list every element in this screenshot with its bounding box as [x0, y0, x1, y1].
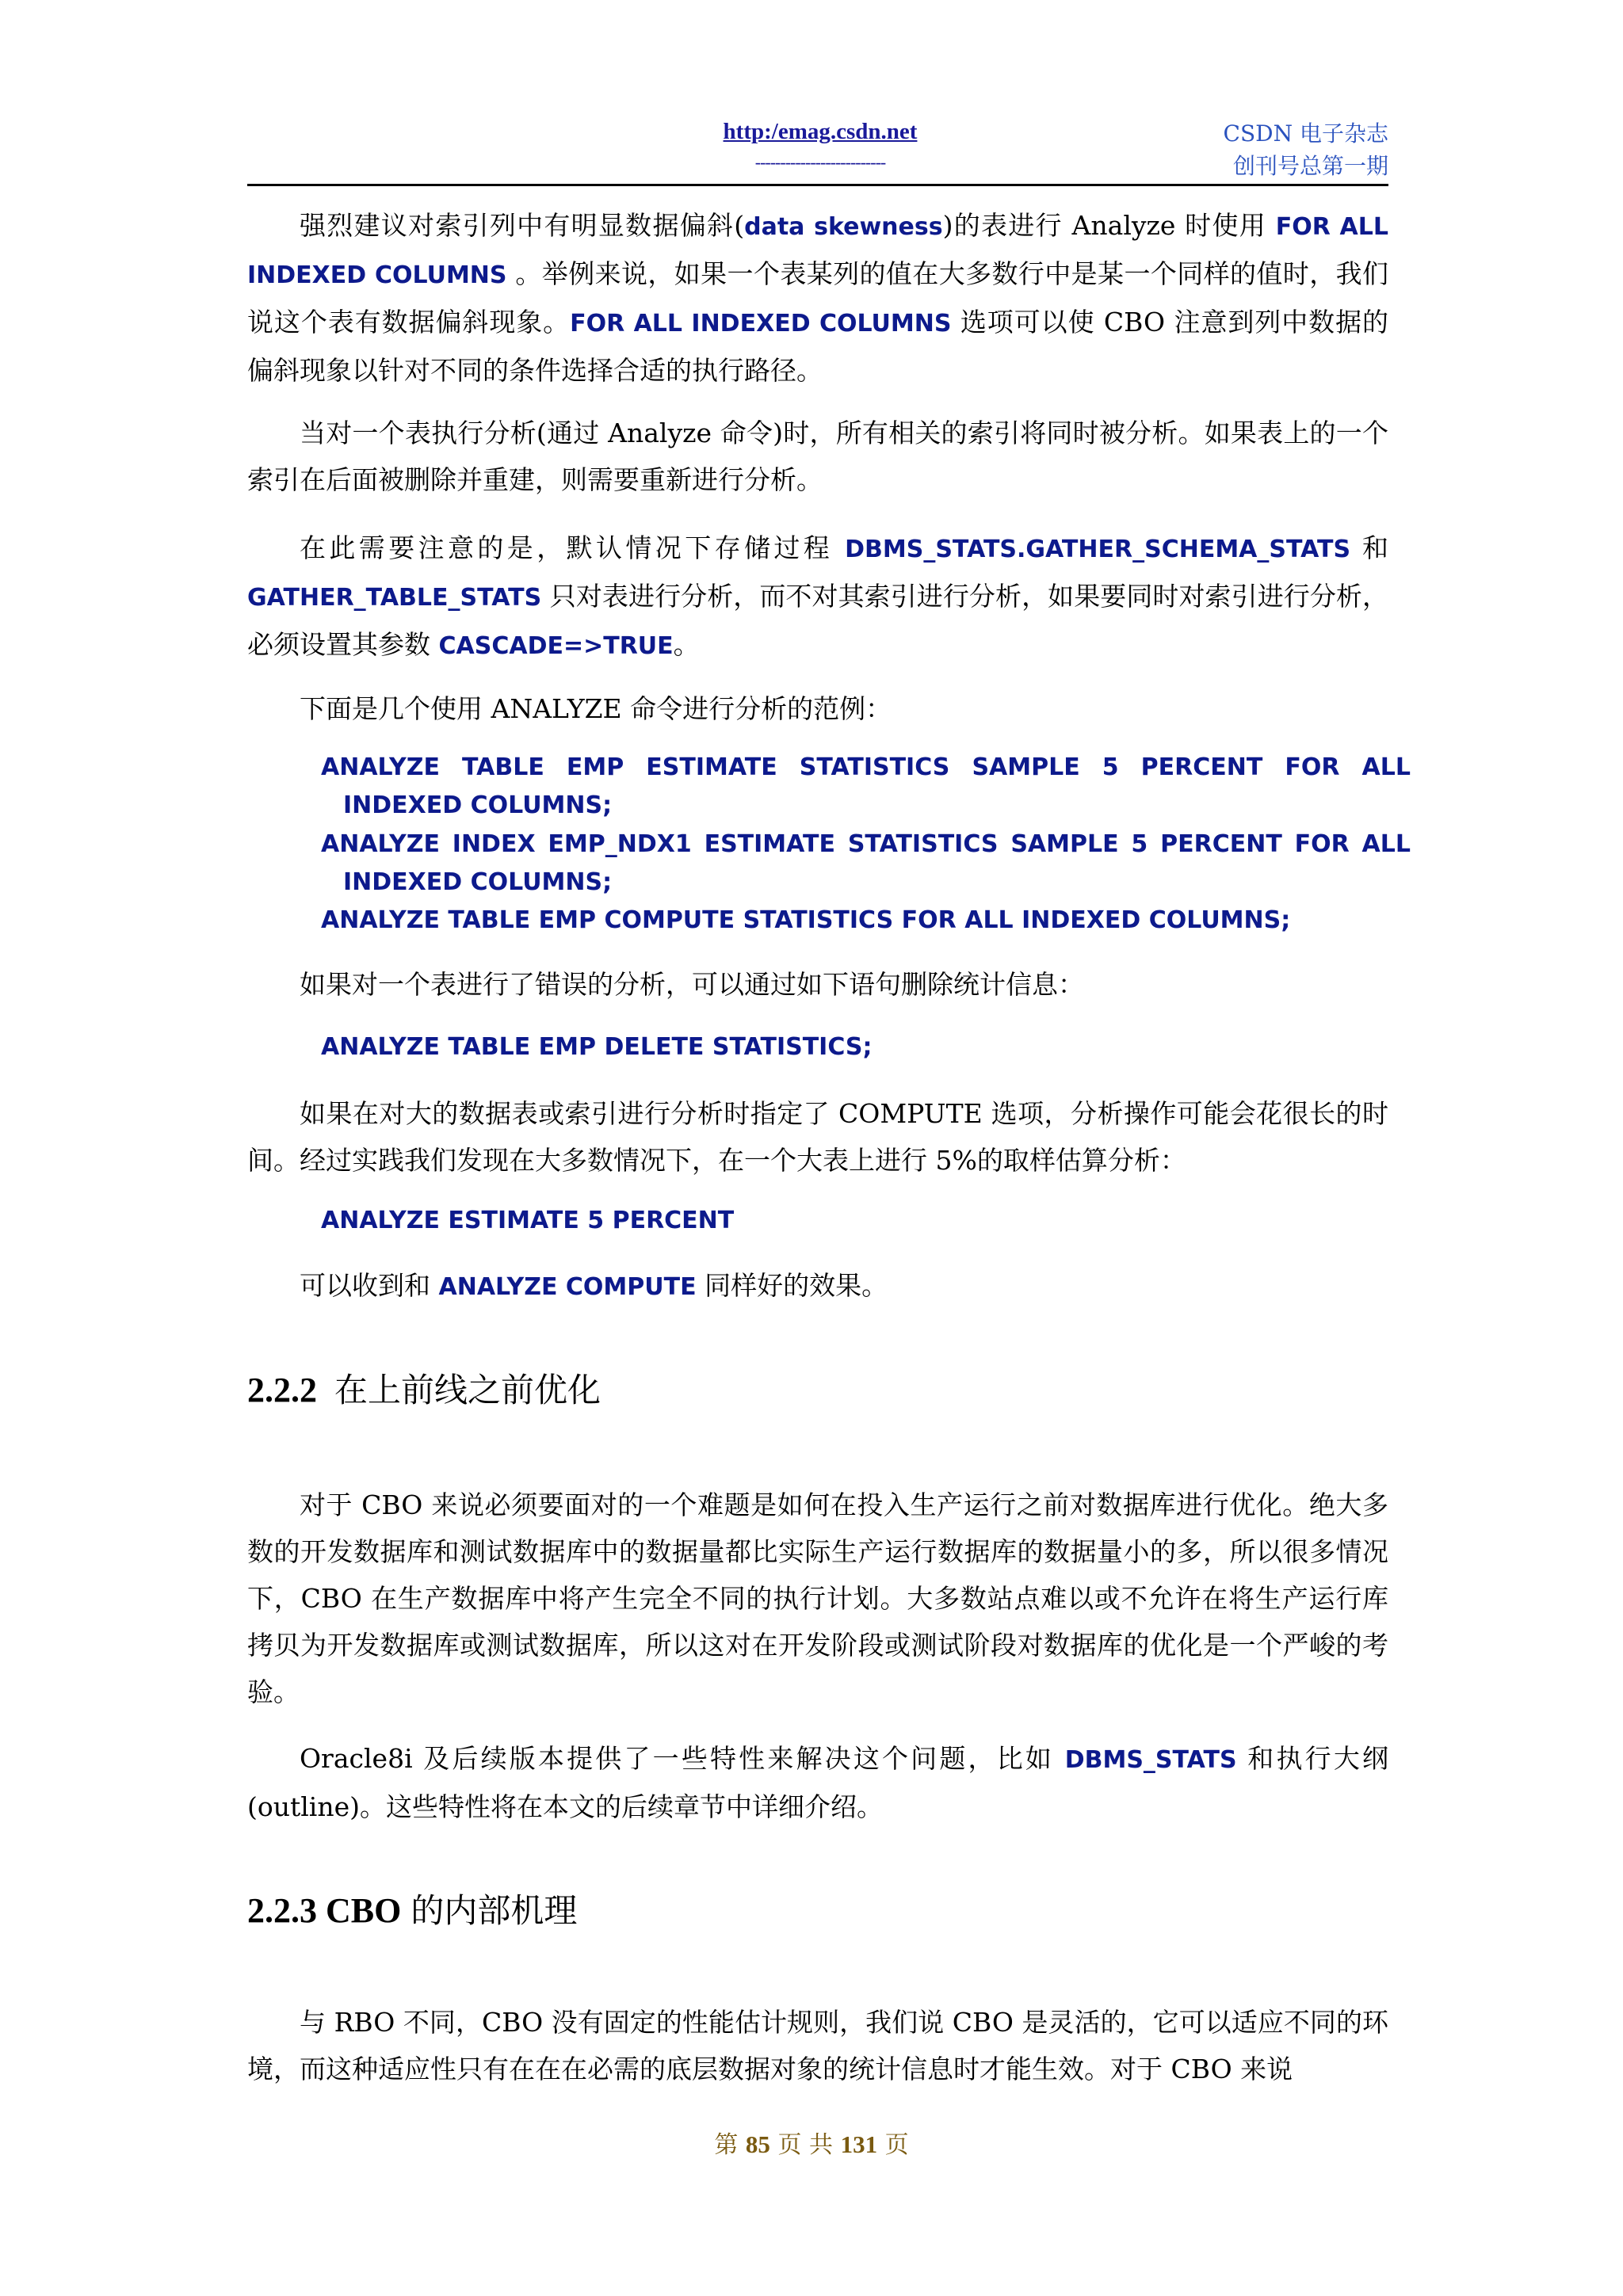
keyword: FOR ALL INDEXED COLUMNS [570, 310, 952, 338]
paragraph-oracle8i-features [247, 1735, 1388, 1830]
text-run: Oracle8i 及后续版本提供了一些特性来解决这个问题，比如 [300, 1743, 1065, 1774]
section-heading-2-2-2 [247, 1367, 601, 1414]
paragraph-delete-stats-intro: 如果对一个表进行了错误的分析，可以通过如下语句删除统计信息： [300, 969, 1084, 1000]
section-number: 2.2.3 CBO [247, 1891, 402, 1930]
paragraph-data-skewness [247, 202, 1388, 394]
paragraph-index-analyze: 当对一个表执行分析(通过 Analyze 命令)时，所有相关的索引将同时被分析。如果表上的一个索引在后面被删除并重建，则需要重新进行分析。 [247, 418, 1388, 495]
text-run: 。 [673, 629, 700, 660]
code-line: ANALYZE ESTIMATE 5 PERCENT [321, 1207, 735, 1234]
text-run: 只对表进行分析，而不对其索引进行分析，如果要同时对索引进行分析，必须设置其参数 [247, 581, 1388, 660]
keyword: CASCADE=>TRUE [438, 632, 674, 660]
section-title: 的内部机理 [411, 1891, 578, 1930]
keyword: GATHER_TABLE_STATS [247, 584, 542, 612]
text-run: 强烈建议对索引列中有明显数据偏斜( [300, 210, 745, 241]
code-line: ANALYZE TABLE EMP COMPUTE STATISTICS FOR ALL INDEXED COLUMNS; [321, 906, 1291, 934]
footer-text: 页 [884, 2131, 909, 2159]
code-line: ANALYZE TABLE EMP DELETE STATISTICS; [321, 1033, 873, 1061]
text-run: 可以收到和 [300, 1270, 439, 1301]
header-rule [247, 184, 1388, 186]
text-run: 同样好的效果。 [696, 1270, 888, 1301]
total-pages: 131 [840, 2130, 878, 2158]
section-number: 2.2.2 [247, 1371, 317, 1409]
text-run: 选项可以使 CBO 注意到列中数据的偏斜现象以针对不同的条件选择合适的执行路径。 [247, 307, 1388, 386]
text-run: 和执行大纲(outline)。这些特性将在本文的后续章节中详细介绍。 [247, 1743, 1388, 1822]
page-footer [0, 2125, 1623, 2160]
header-link[interactable]: http:/emag.csdn.net [723, 119, 918, 144]
paragraph-dbms-stats [247, 524, 1388, 669]
section-title: 在上前线之前优化 [334, 1371, 601, 1409]
text-run: 。举例来说，如果一个表某列的值在大多数行中是某一个同样的值时，我们说这个表有数据偏斜现象。 [247, 258, 1388, 338]
header-magazine-info [1224, 117, 1388, 182]
keyword: DBMS_STATS [1064, 1746, 1237, 1774]
header-dash-line: -------------------------- [754, 152, 886, 172]
paragraph-cbo-vs-rbo: 与 RBO 不同，CBO 没有固定的性能估计规则，我们说 CBO 是灵活的，它可以适应不同的环境，而这种适应性只有在在在必需的底层数据对象的统计信息时才能生效。对于 CBO 来说 [247, 2007, 1388, 2084]
text-run: )的表进行 Analyze 时使用 [942, 210, 1276, 241]
keyword: data skewness [744, 213, 943, 241]
footer-text: 页 共 [777, 2131, 834, 2159]
footer-text: 第 [714, 2131, 739, 2159]
keyword: DBMS_STATS.GATHER_SCHEMA_STATS [845, 536, 1351, 563]
text-run: 和 [1350, 532, 1388, 563]
magazine-title: CSDN 电子杂志 [1223, 120, 1388, 147]
keyword: FOR ALL INDEXED COLUMNS [247, 213, 1389, 289]
section-heading-2-2-3 [247, 1887, 577, 1935]
paragraph-examples-intro: 下面是几个使用 ANALYZE 命令进行分析的范例： [300, 693, 892, 724]
paragraph-preproduction-optimization: 对于 CBO 来说必须要面对的一个难题是如何在投入生产运行之前对数据库进行优化。绝大多数的开发数据库和测试数据库中的数据量都比实际生产运行数据库的数据量小的多，所以很多情况下，CBO 在生产数据库中将产生完全不同的执行计划。大多数站点难以或不允许在将生产运行库拷贝为开发数据库或测试数据库，所以这对在开发阶段或测试阶段对数据库的优化是一个严峻的考验。 [247, 1489, 1388, 1707]
paragraph-analyze-compute [247, 1262, 1388, 1310]
page-number: 85 [745, 2130, 770, 2158]
code-line: ANALYZE INDEX EMP_NDX1 ESTIMATE STATISTICS SAMPLE 5 PERCENT FOR ALL INDEXED COLUMNS; [321, 830, 1411, 896]
code-line: ANALYZE TABLE EMP ESTIMATE STATISTICS SAMPLE 5 PERCENT FOR ALL INDEXED COLUMNS; [321, 753, 1411, 819]
keyword: ANALYZE COMPUTE [438, 1273, 697, 1301]
text-run: 在此需要注意的是，默认情况下存储过程 [300, 532, 846, 563]
issue-label: 创刊号总第一期 [1232, 153, 1388, 179]
paragraph-compute-option: 如果在对大的数据表或索引进行分析时指定了 COMPUTE 选项，分析操作可能会花很长的时间。经过实践我们发现在大多数情况下，在一个大表上进行 5%的取样估算分析： [247, 1098, 1388, 1176]
